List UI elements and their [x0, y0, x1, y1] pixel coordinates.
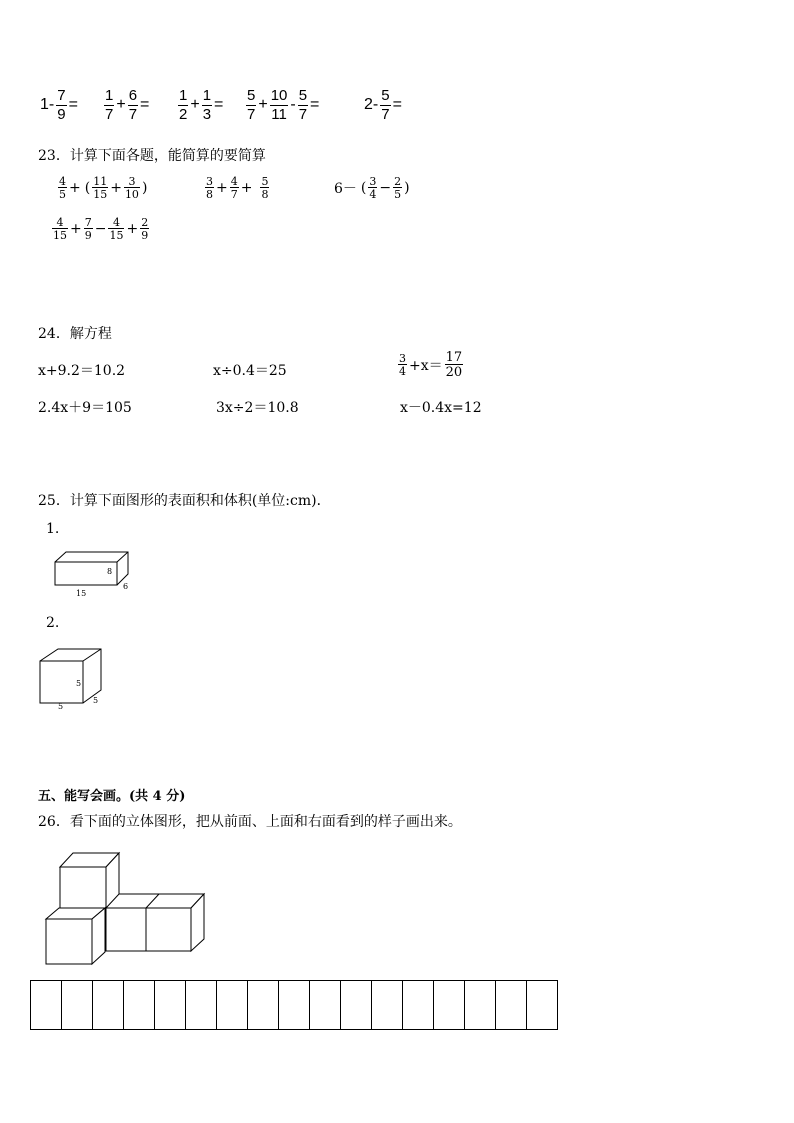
q23-title: 23．计算下面各题，能简算的要简算	[38, 148, 266, 164]
cuboid-width-label: 6	[123, 582, 129, 591]
fraction: $\frac{4}{7}$	[230, 175, 238, 201]
grid-cell[interactable]	[124, 981, 155, 1029]
equation-1: x+9.2＝10.2	[38, 363, 126, 379]
fraction: $\frac{2}{9}$	[141, 216, 149, 242]
fraction: $\frac{4}{15}$	[109, 216, 124, 242]
fraction: $\frac{3}{4}$	[399, 352, 406, 378]
grid-cell[interactable]	[341, 981, 372, 1029]
grid-cell[interactable]	[217, 981, 248, 1029]
grid-cell[interactable]	[527, 981, 558, 1029]
row1-expr-2: $\frac{1}{7}$ + $\frac{6}{7}$ =	[105, 87, 150, 123]
fraction: $\frac{5}{8}$	[261, 175, 269, 201]
cube-length-label: 5	[58, 702, 64, 711]
cube-width-label: 5	[93, 696, 99, 705]
fraction: $\frac{1}{2}$	[179, 87, 188, 123]
fraction: $\frac{4}{15}$	[53, 216, 67, 242]
grid-cell[interactable]	[62, 981, 93, 1029]
q25-item-2: 2.	[46, 615, 60, 631]
equation-3: $\frac{3}{4}$ +x＝ $\frac{17}{20}$	[399, 350, 463, 380]
q25-item-1: 1.	[46, 521, 60, 537]
equation-4: 2.4x＋9＝105	[38, 400, 132, 416]
grid-cell[interactable]	[93, 981, 124, 1029]
grid-cell[interactable]	[248, 981, 279, 1029]
fraction: $\frac{11}{15}$	[93, 175, 108, 201]
section-5-title: 五、能写会画。(共 4 分)	[38, 789, 186, 804]
q23-expr-1: $\frac{4}{5}$ + ( $\frac{11}{15}$ + $\frac{3}{10}$ )	[59, 175, 148, 201]
grid-cell[interactable]	[434, 981, 465, 1029]
fraction: $\frac{5}{7}$	[247, 87, 256, 123]
cuboid-height-label: 8	[107, 567, 113, 576]
equation-2: x÷0.4＝25	[213, 363, 287, 379]
q24-title: 24．解方程	[38, 326, 112, 342]
grid-cell[interactable]	[496, 981, 527, 1029]
q23-expr-3: 6－ ( $\frac{3}{4}$ − $\frac{2}{5}$ )	[334, 175, 410, 201]
fraction: $\frac{7}{9}$	[57, 87, 66, 123]
fraction: $\frac{17}{20}$	[445, 350, 463, 380]
fraction: $\frac{4}{5}$	[59, 175, 66, 201]
fraction: $\frac{3}{4}$	[369, 175, 377, 201]
row1-expr-3: $\frac{1}{2}$ + $\frac{1}{3}$ =	[179, 87, 224, 123]
grid-cell[interactable]	[31, 981, 62, 1029]
fraction: $\frac{2}{5}$	[394, 175, 402, 201]
fraction: $\frac{5}{7}$	[298, 87, 308, 123]
answer-grid	[30, 980, 558, 1030]
fraction: $\frac{1}{7}$	[105, 87, 114, 123]
q23-expr-4: $\frac{4}{15}$ + $\frac{7}{9}$ − $\frac{4}{15}$ + $\frac{2}{9}$	[53, 216, 149, 242]
cuboid-length-label: 15	[76, 589, 87, 598]
row1-expr-1-prefix: 1-	[40, 96, 55, 113]
grid-cell[interactable]	[372, 981, 403, 1029]
grid-cell[interactable]	[310, 981, 341, 1029]
fraction: $\frac{7}{9}$	[84, 216, 92, 242]
grid-cell[interactable]	[465, 981, 496, 1029]
row1-expr-4: $\frac{5}{7}$ + $\frac{10}{11}$ - $\frac{5}{7}$ =	[247, 87, 320, 123]
q25-title: 25．计算下面图形的表面积和体积(单位:cm)．	[38, 493, 331, 509]
fraction: $\frac{1}{3}$	[202, 87, 212, 123]
grid-cell[interactable]	[279, 981, 310, 1029]
row1-expr-1: 1- $\frac{7}{9}$ =	[40, 87, 78, 123]
grid-cell[interactable]	[403, 981, 434, 1029]
grid-cell[interactable]	[186, 981, 217, 1029]
equation-6: x－0.4x=12	[400, 400, 482, 416]
q23-expr-2: $\frac{3}{8}$ + $\frac{4}{7}$ + $\frac{5}{8}$	[206, 175, 269, 201]
equation-5: 3x÷2＝10.8	[216, 400, 299, 416]
fraction: $\frac{10}{11}$	[270, 87, 288, 123]
fraction: $\frac{3}{10}$	[124, 175, 139, 201]
grid-cell[interactable]	[155, 981, 186, 1029]
fraction: $\frac{5}{7}$	[381, 87, 390, 123]
fraction: $\frac{6}{7}$	[128, 87, 138, 123]
row1-expr-5: 2- $\frac{5}{7}$ =	[364, 87, 402, 123]
q26-title: 26．看下面的立体图形，把从前面、上面和右面看到的样子画出来。	[38, 814, 462, 830]
fraction: $\frac{3}{8}$	[206, 175, 213, 201]
cube-height-label: 5	[76, 679, 82, 688]
